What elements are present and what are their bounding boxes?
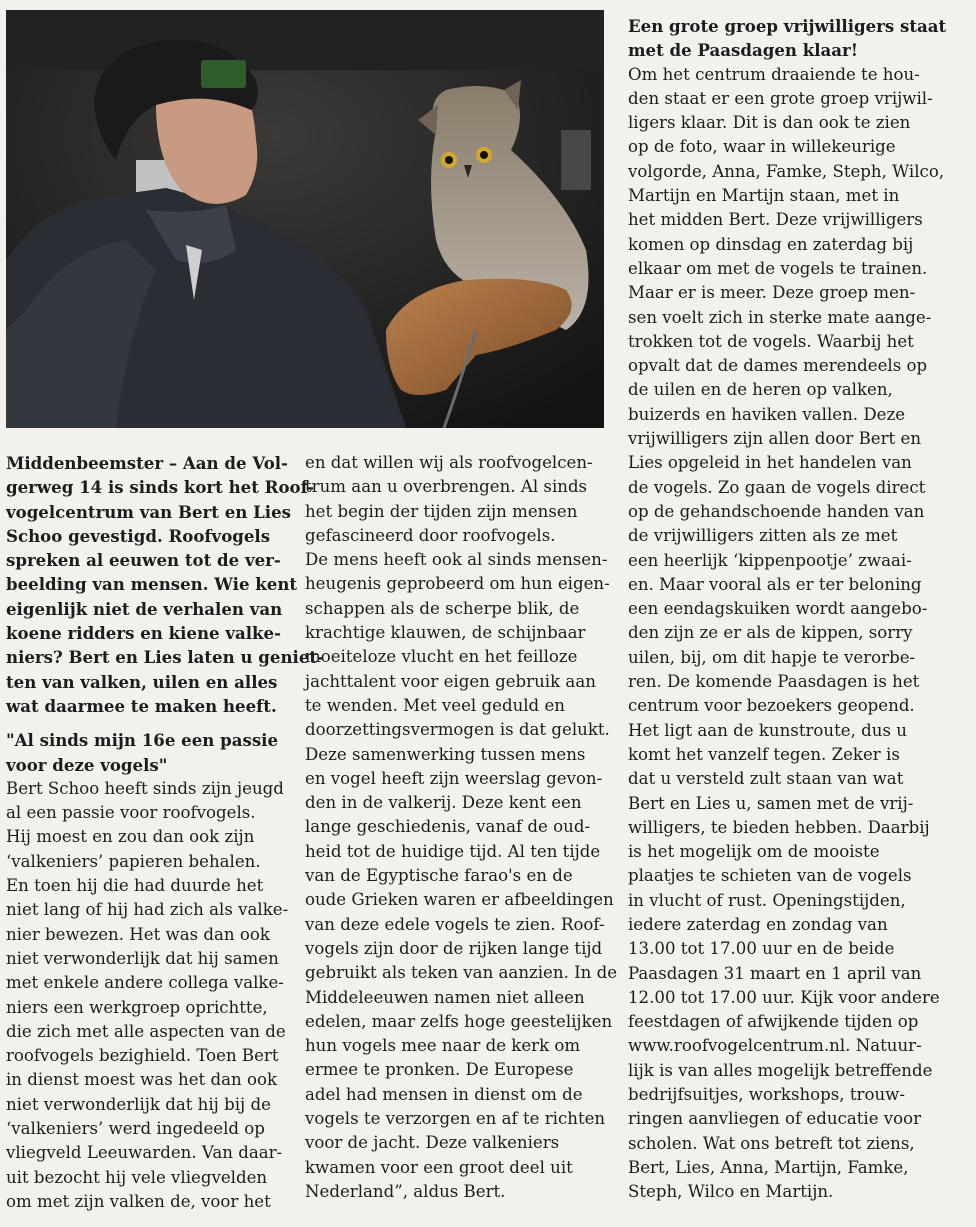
body-line: met enkele andere collega valke-	[6, 973, 284, 993]
body-line: trokken tot de vogels. Waarbij het	[628, 331, 914, 351]
body-line: edelen, maar zelfs hoge geestelijken	[305, 1011, 613, 1031]
body-line: vrijwilligers zijn allen door Bert en	[628, 429, 922, 449]
heading-line: "Al sinds mijn 16e een passie	[6, 730, 279, 751]
body-line: uilen, bij, om dit hapje te verorbe-	[628, 647, 916, 667]
heading-line: met de Paasdagen klaar!	[628, 40, 859, 61]
body-line: op de gehandschoende handen van	[628, 501, 925, 521]
body-line: schappen als de scherpe blik, de	[305, 598, 580, 618]
intro-line: niers? Bert en Lies laten u geniet-	[6, 647, 324, 668]
body-line: vogels zijn door de rijken lange tijd	[305, 938, 603, 958]
body-line: En toen hij die had duurde het	[6, 876, 264, 896]
body-line: het begin der tijden zijn mensen	[305, 501, 578, 521]
body-line: van deze edele vogels te zien. Roof-	[305, 914, 605, 934]
body-line: buizerds en haviken vallen. Deze	[628, 404, 906, 424]
intro-line: vogelcentrum van Bert en Lies	[6, 501, 291, 522]
body-line: adel had mensen in dienst om de	[305, 1084, 583, 1104]
body-line: www.roofvogelcentrum.nl. Natuur-	[628, 1036, 922, 1056]
intro-line: spreken al eeuwen tot de ver-	[6, 550, 281, 571]
body-line: den in de valkerij. Deze kent een	[305, 793, 582, 813]
body-line: vliegveld Leeuwarden. Van daar-	[6, 1143, 283, 1163]
body-line: krachtige klauwen, de schijnbaar	[305, 623, 586, 643]
body-line: uit bezocht hij vele vliegvelden	[6, 1167, 268, 1187]
body-line: komen op dinsdag en zaterdag bij	[628, 234, 914, 254]
body-line: de vogels. Zo gaan de vogels direct	[628, 477, 926, 497]
body-text	[628, 63, 973, 1205]
body-line: in dienst moest was het dan ook	[6, 1070, 278, 1090]
body-line: roofvogels bezighield. Toen Bert	[6, 1046, 279, 1066]
body-line: centrum voor bezoekers geopend.	[628, 696, 915, 716]
body-line: opvalt dat de dames merendeels op	[628, 356, 928, 376]
body-line: het midden Bert. Deze vrijwilligers	[628, 210, 923, 230]
body-line: niet verwonderlijk dat hij samen	[6, 948, 279, 968]
body-line: feestdagen of afwijkende tijden op	[628, 1012, 919, 1032]
body-line: elkaar om met de vogels te trainen.	[628, 258, 928, 278]
section-heading	[628, 14, 973, 63]
body-line: heugenis geprobeerd om hun eigen-	[305, 574, 610, 594]
body-line: lange geschiedenis, vanaf de oud-	[305, 817, 591, 837]
article-photo	[6, 10, 604, 428]
body-line: ermee te pronken. De Europese	[305, 1060, 574, 1080]
body-line: heid tot de huidige tijd. Al ten tijde	[305, 841, 601, 861]
body-text	[305, 451, 618, 1204]
man-with-owl-photo	[6, 10, 604, 428]
body-line: gefascineerd door roofvogels.	[305, 525, 556, 545]
body-line: De mens heeft ook al sinds mensen-	[305, 550, 608, 570]
body-line: om met zijn valken de, voor het	[6, 1191, 271, 1211]
body-line: die zich met alle aspecten van de	[6, 1021, 286, 1041]
body-line: den zijn ze er als de kippen, sorry	[628, 623, 913, 643]
article-column-2	[305, 451, 618, 1204]
body-line: kwamen voor een groot deel uit	[305, 1157, 573, 1177]
body-line: ‘valkeniers’ werd ingedeeld op	[6, 1119, 265, 1139]
body-line: te wenden. Met veel geduld en	[305, 695, 565, 715]
body-line: scholen. Wat ons betreft tot ziens,	[628, 1133, 915, 1153]
body-line: niet verwonderlijk dat hij bij de	[6, 1094, 271, 1114]
heading-line: voor deze vogels"	[6, 754, 168, 775]
body-line: bedrijfsuitjes, workshops, trouw-	[628, 1085, 905, 1105]
body-line: op de foto, waar in willekeurige	[628, 137, 896, 157]
intro-line: koene ridders en kiene valke-	[6, 623, 281, 644]
body-text	[6, 777, 296, 1214]
intro-line: ten van valken, uilen en alles	[6, 671, 278, 692]
body-line: Lies opgeleid in het handelen van	[628, 453, 912, 473]
article-column-1	[6, 451, 324, 1214]
body-line: de uilen en de heren op valken,	[628, 380, 893, 400]
body-line: komt het vanzelf tegen. Zeker is	[628, 744, 900, 764]
intro-line: wat daarmee te maken heeft.	[6, 695, 277, 716]
body-line: al een passie voor roofvogels.	[6, 803, 256, 823]
body-line: sen voelt zich in sterke mate aange-	[628, 307, 932, 327]
body-line: vogels te verzorgen en af te richten	[305, 1109, 606, 1129]
body-line: en vogel heeft zijn weerslag gevon-	[305, 768, 603, 788]
intro-line: beelding van mensen. Wie kent	[6, 574, 298, 595]
article-column-3	[628, 14, 973, 1205]
body-line: 12.00 tot 17.00 uur. Kijk voor andere	[628, 987, 940, 1007]
body-line: in vlucht of rust. Openingstijden,	[628, 890, 906, 910]
body-line: de vrijwilligers zitten als ze met	[628, 526, 898, 546]
intro-line: Schoo gevestigd. Roofvogels	[6, 525, 271, 546]
body-line: Paasdagen 31 maart en 1 april van	[628, 963, 922, 983]
body-line: Bert, Lies, Anna, Martijn, Famke,	[628, 1157, 909, 1177]
body-line: ligers klaar. Dit is dan ook te zien	[628, 113, 911, 133]
body-line: voor de jacht. Deze valkeniers	[305, 1133, 560, 1153]
body-line: niet lang of hij had zich als valke-	[6, 900, 289, 920]
body-line: Het ligt aan de kunstroute, dus u	[628, 720, 907, 740]
body-line: van de Egyptische farao's en de	[305, 866, 573, 886]
body-line: trum aan u overbrengen. Al sinds	[305, 477, 588, 497]
heading-line: Een grote groep vrijwilligers staat	[628, 16, 947, 36]
body-line: een heerlijk ‘kippenpootje’ zwaai-	[628, 550, 912, 570]
body-line: Deze samenwerking tussen mens	[305, 744, 586, 764]
body-line: jachttalent voor eigen gebruik aan	[305, 671, 596, 691]
body-line: moeiteloze vlucht en het feilloze	[305, 647, 578, 667]
body-line: is het mogelijk om de mooiste	[628, 842, 880, 862]
body-line: lijk is van alles mogelijk betreffende	[628, 1060, 933, 1080]
body-line: Bert Schoo heeft sinds zijn jeugd	[6, 778, 284, 798]
intro-line: eigenlijk niet de verhalen van	[6, 598, 283, 619]
body-line: Hij moest en zou dan ook zijn	[6, 827, 255, 847]
body-line: den staat er een grote groep vrijwil-	[628, 88, 933, 108]
body-line: hun vogels mee naar de kerk om	[305, 1036, 581, 1056]
body-line: en. Maar vooral als er ter beloning	[628, 574, 922, 594]
body-line: doorzettingsvermogen is dat gelukt.	[305, 720, 610, 740]
body-line: ‘valkeniers’ papieren behalen.	[6, 851, 261, 871]
intro-line: gerweg 14 is sinds kort het Roof-	[6, 477, 315, 498]
body-line: Bert en Lies u, samen met de vrij-	[628, 793, 914, 813]
body-line: Middeleeuwen namen niet alleen	[305, 987, 585, 1007]
body-line: Martijn en Martijn staan, met in	[628, 186, 900, 206]
body-line: willigers, te bieden hebben. Daarbij	[628, 817, 930, 837]
body-line: Nederland”, aldus Bert.	[305, 1181, 506, 1201]
body-line: Maar er is meer. Deze groep men-	[628, 283, 916, 303]
body-line: een eendagskuiken wordt aangebo-	[628, 599, 928, 619]
body-line: niers een werkgroep oprichtte,	[6, 997, 268, 1017]
body-line: Steph, Wilco en Martijn.	[628, 1182, 834, 1202]
body-line: ringen aanvliegen of educatie voor	[628, 1109, 922, 1129]
body-line: gebruikt als teken van aanzien. In de	[305, 963, 618, 983]
intro-line: Middenbeemster – Aan de Vol-	[6, 453, 288, 473]
body-line: Om het centrum draaiende te hou-	[628, 64, 920, 84]
body-line: 13.00 tot 17.00 uur en de beide	[628, 939, 895, 959]
body-line: volgorde, Anna, Famke, Steph, Wilco,	[628, 161, 945, 181]
body-line: dat u versteld zult staan van wat	[628, 769, 904, 789]
body-line: ren. De komende Paasdagen is het	[628, 672, 920, 692]
body-line: plaatjes te schieten van de vogels	[628, 866, 912, 886]
body-line: nier bewezen. Het was dan ook	[6, 924, 270, 944]
section-heading	[6, 728, 296, 777]
body-line: iedere zaterdag en zondag van	[628, 914, 888, 934]
body-line: oude Grieken waren er afbeeldingen	[305, 890, 614, 910]
body-line: en dat willen wij als roofvogelcen-	[305, 453, 593, 472]
article-intro	[6, 451, 324, 718]
